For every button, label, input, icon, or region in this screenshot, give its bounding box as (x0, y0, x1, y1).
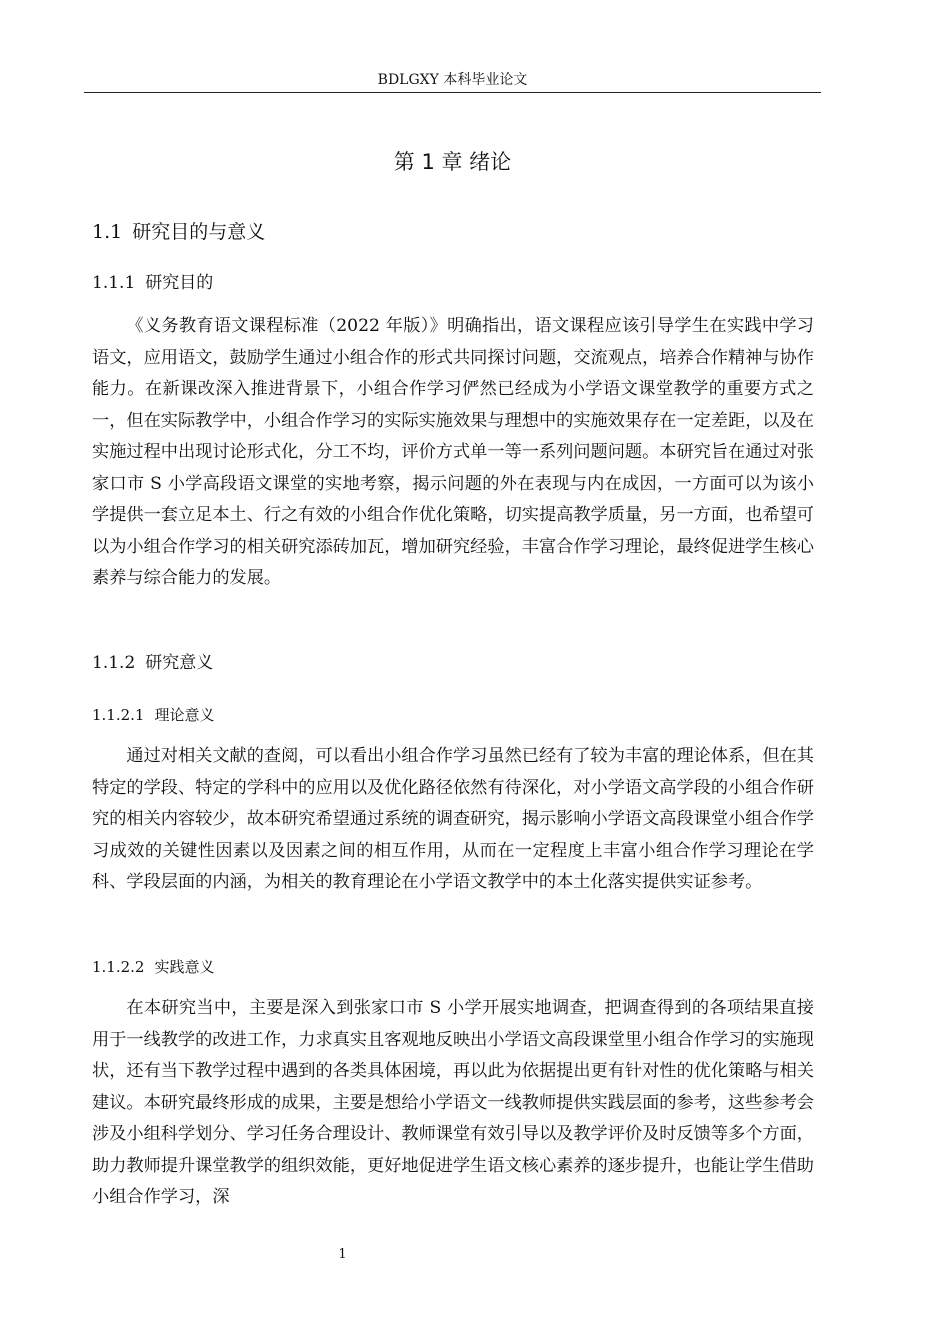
section-heading-1-1-1 (92, 270, 213, 296)
section-heading-1-1-2-2 (92, 955, 215, 979)
paragraph-research-purpose: 《义务教育语文课程标准（2022 年版）》明确指出，语文课程应该引导学生在实践中学习语文，应用语文，鼓励学生通过小组合作的形式共同探讨问题，交流观点，培养合作精神与协作能力。在新课改深入推进背景下，小组合作学习俨然已经成为小学语文课堂教学的重要方式之一，但在实际教学中，小组合作学习的实际实施效果与理想中的实施效果存在一定差距，以及在实施过程中出现讨论形式化，分工不均，评价方式单一等一系列问题问题。本研究旨在通过对张家口市 S 小学高段语文课堂的实地考察，揭示问题的外在表现与内在成因，一方面可以为该小学提供一套立足本土、行之有效的小组合作优化策略，切实提高教学质量，另一方面，也希望可以为小组合作学习的相关研究添砖加瓦，增加研究经验，丰富合作学习理论，最终促进学生核心素养与综合能力的发展。 (92, 316, 814, 588)
header-rule (84, 92, 821, 93)
section-number: 1.1 (92, 221, 123, 243)
section-number: 1.1.2 (92, 653, 136, 673)
section-number: 1.1.2.1 (92, 706, 145, 724)
paragraph-practical-significance: 在本研究当中，主要是深入到张家口市 S 小学开展实地调查，把调查得到的各项结果直接用于一线教学的改进工作，力求真实且客观地反映出小学语文高段课堂里小组合作学习的实施现状，还有当下教学过程中遇到的各类具体困境，再以此为依据提出更有针对性的优化策略与相关建议。本研究最终形成的成果，主要是想给小学语文一线教师提供实践层面的参考，这些参考会涉及小组科学划分、学习任务合理设计、教师课堂有效引导以及教学评价及时反馈等多个方面，助力教师提升课堂教学的组织效能，更好地促进学生语文核心素养的逐步提升，也能让学生借助小组合作学习，深 (92, 998, 814, 1207)
chapter-title: 第 1 章 绪论 (393, 150, 512, 174)
section-number: 1.1.1 (92, 273, 136, 293)
section-title: 实践意义 (154, 958, 215, 976)
section-heading-1-1-2 (92, 650, 213, 676)
section-title: 理论意义 (154, 706, 215, 724)
section-title: 研究意义 (145, 653, 214, 673)
page-number: 1 (338, 1247, 347, 1262)
section-title: 研究目的与意义 (132, 221, 266, 243)
section-heading-1-1 (92, 218, 265, 246)
section-number: 1.1.2.2 (92, 958, 145, 976)
paragraph-theoretical-significance: 通过对相关文献的查阅，可以看出小组合作学习虽然已经有了较为丰富的理论体系，但在其特定的学段、特定的学科中的应用以及优化路径依然有待深化，对小学语文高学段的小组合作研究的相关内容较少，故本研究希望通过系统的调查研究，揭示影响小学语文高段课堂小组合作学习成效的关键性因素以及因素之间的相互作用，从而在一定程度上丰富小组合作学习理论在学科、学段层面的内涵，为相关的教育理论在小学语文教学中的本土化落实提供实证参考。 (92, 746, 814, 892)
section-title: 研究目的 (145, 273, 214, 293)
section-heading-1-1-2-1 (92, 703, 215, 727)
running-header: BDLGXY 本科毕业论文 (377, 72, 528, 88)
